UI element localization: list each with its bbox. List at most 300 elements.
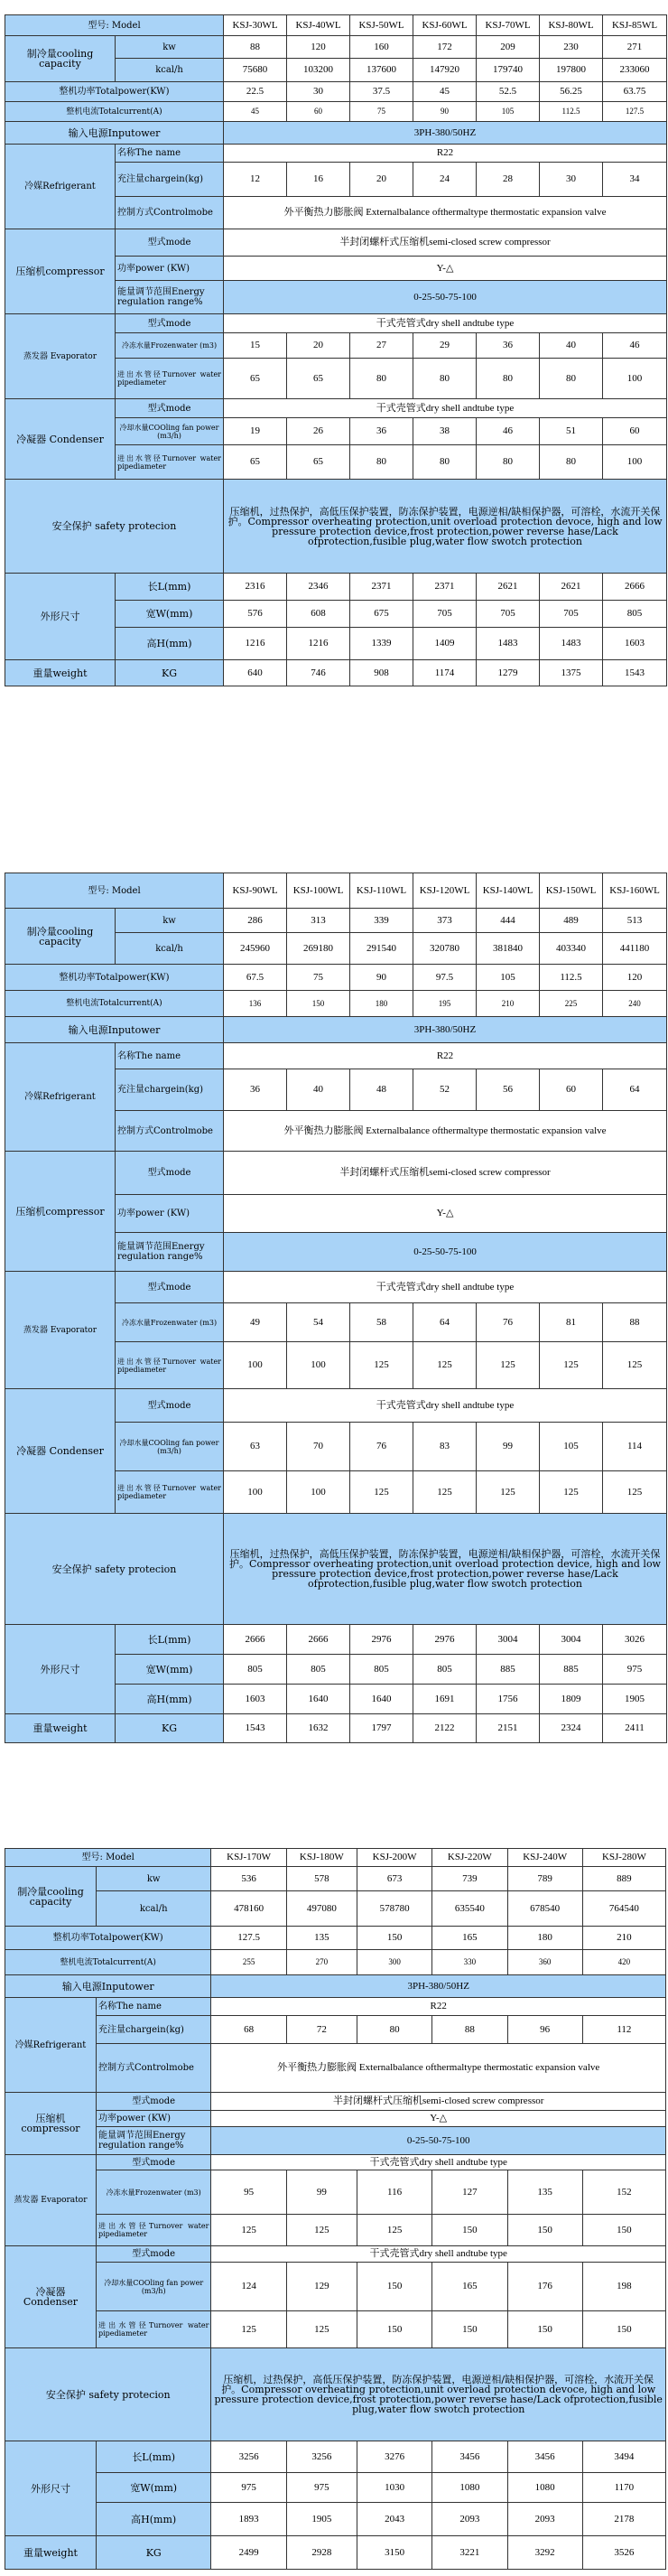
kw-value: 513: [603, 909, 667, 933]
weight-value: 908: [350, 660, 413, 686]
condenser-label: 冷凝器 Condenser: [5, 1389, 116, 1514]
total-current-label: 整机电流Totalcurrent(A): [5, 991, 224, 1017]
condenser-pipe-value: 125: [413, 1471, 477, 1514]
compressor-type-label: 型式mode: [116, 229, 224, 257]
length-label: 长L(mm): [116, 1625, 224, 1655]
width-label: 宽W(mm): [96, 2473, 210, 2503]
input-power-value: 3PH-380/50HZ: [211, 1975, 666, 1998]
safety-protection-text: 压缩机，过热保护，高低压保护装置，防冻保护装置，电源逆相/缺相保护器，可溶栓，水流开关保护。Compressor overheating protection,unit overload protection devoce, high and low pressure protection device,frost protection,power reverse hase/Lack ofprotection,fusible plug,water flow swotch protection: [224, 480, 667, 574]
compressor-power-value: Y-△: [224, 257, 667, 281]
condenser-pipe-label: 进出水管径Turnover water pipediameter: [96, 2311, 210, 2348]
cooling-water-value: 150: [357, 2263, 431, 2311]
evaporator-pipe-label: 进出水管径Turnover water pipediameter: [96, 2215, 210, 2246]
charge-value: 34: [603, 163, 667, 197]
safety-protection-label: 安全保护 safety protecion: [5, 1514, 224, 1625]
weight-value: 2499: [211, 2536, 286, 2570]
model-name: KSJ-50WL: [350, 15, 413, 36]
kw-value: 230: [540, 36, 603, 59]
evaporator-type-value: 干式壳管式dry shell andtube type: [211, 2155, 666, 2170]
cooling-water-value: 83: [413, 1423, 477, 1471]
condenser-pipe-value: 80: [413, 445, 477, 480]
cooling-capacity-label: 制冷量cooling capacity: [5, 36, 116, 82]
input-power-label: 输入电源Inputower: [5, 122, 224, 145]
kcal-value: 764540: [582, 1891, 665, 1927]
cooling-water-value: 99: [477, 1423, 540, 1471]
width-value: 1080: [507, 2473, 582, 2503]
kw-value: 286: [224, 909, 287, 933]
weight-value: 640: [224, 660, 287, 686]
total-current-value: 90: [413, 102, 477, 122]
evaporator-pipe-value: 80: [540, 359, 603, 399]
height-value: 1409: [413, 628, 477, 660]
weight-value: 1174: [413, 660, 477, 686]
total-current-value: 112.5: [540, 102, 603, 122]
cooling-water-value: 36: [350, 418, 413, 445]
model-name: KSJ-280W: [582, 1849, 665, 1867]
condenser-pipe-value: 125: [540, 1471, 603, 1514]
evaporator-type-label: 型式mode: [96, 2155, 210, 2170]
length-value: 3256: [211, 2441, 286, 2473]
control-mode-value: 外平衡热力膨胀阀 Externalbalance ofthermaltype thermostatic expansion valve: [224, 1111, 667, 1152]
charge-value: 80: [357, 2016, 431, 2044]
condenser-label: 冷凝器 Condenser: [5, 2246, 97, 2348]
total-power-value: 150: [357, 1927, 431, 1950]
height-label: 高H(mm): [116, 628, 224, 660]
width-value: 885: [477, 1655, 540, 1685]
kcal-value: 269180: [287, 933, 350, 965]
height-value: 1893: [211, 2503, 286, 2536]
frozen-water-value: 88: [603, 1303, 667, 1342]
condenser-pipe-value: 150: [582, 2311, 665, 2348]
charge-value: 60: [540, 1069, 603, 1111]
weight-value: 1632: [287, 1714, 350, 1743]
model-name: KSJ-220W: [432, 1849, 507, 1867]
evaporator-pipe-value: 125: [286, 2215, 357, 2246]
kcal-value: 497080: [286, 1891, 357, 1927]
weight-value: 3526: [582, 2536, 665, 2570]
kcal-value: 291540: [350, 933, 413, 965]
condenser-type-value: 干式壳管式dry shell andtube type: [211, 2246, 666, 2263]
length-value: 2621: [477, 574, 540, 601]
compressor-power-label: 功率power (KW): [116, 1195, 224, 1233]
charge-value: 88: [432, 2016, 507, 2044]
control-mode-label: 控制方式Controlmobe: [116, 197, 224, 229]
energy-regulation-label: 能量调节范围Energy regulation range%: [96, 2127, 210, 2155]
frozen-water-value: 152: [582, 2170, 665, 2215]
kcal-value: 197800: [540, 59, 603, 82]
safety-protection-label: 安全保护 safety protecion: [5, 480, 224, 574]
energy-regulation-value: 0-25-50-75-100: [224, 1233, 667, 1272]
frozen-water-value: 127: [432, 2170, 507, 2215]
total-power-value: 63.75: [603, 82, 667, 102]
frozen-water-value: 64: [413, 1303, 477, 1342]
charge-value: 72: [286, 2016, 357, 2044]
condenser-pipe-value: 125: [211, 2311, 286, 2348]
kw-value: 789: [507, 1867, 582, 1891]
compressor-label: 压缩机compressor: [5, 1152, 116, 1272]
charge-value: 20: [350, 163, 413, 197]
weight-label: 重量weight: [5, 1714, 116, 1743]
width-value: 705: [413, 601, 477, 628]
condenser-pipe-value: 125: [477, 1471, 540, 1514]
height-label: 高H(mm): [96, 2503, 210, 2536]
total-power-value: 135: [286, 1927, 357, 1950]
condenser-pipe-value: 100: [224, 1471, 287, 1514]
weight-value: 746: [287, 660, 350, 686]
safety-protection-text: 压缩机，过热保护，高低压保护装置，防冻保护装置，电源逆相/缺相保护器，可溶栓，水流开关保护。Compressor overheating protection,unit overload protection devoce, high and low pressure protection device,frost protection,power reverse hase/Lack ofprotection,fusible plug,water flow swotch protection: [211, 2348, 666, 2441]
model-label: 型号: Model: [5, 873, 224, 909]
evaporator-pipe-value: 125: [211, 2215, 286, 2246]
refrigerant-name-value: R22: [224, 1043, 667, 1069]
refrigerant-label: 冷媒Refrigerant: [5, 145, 116, 229]
weight-value: 3221: [432, 2536, 507, 2570]
frozen-water-value: 135: [507, 2170, 582, 2215]
frozen-water-value: 99: [286, 2170, 357, 2215]
frozen-water-label: 冷冻水量Frozenwater (m3): [116, 1303, 224, 1342]
compressor-type-value: 半封闭螺杆式压缩机semi-closed screw compressor: [211, 2093, 666, 2111]
weight-value: 1375: [540, 660, 603, 686]
total-power-label: 整机功率Totalpower(KW): [5, 82, 224, 102]
width-value: 1080: [432, 2473, 507, 2503]
total-current-label: 整机电流Totalcurrent(A): [5, 102, 224, 122]
evaporator-type-value: 干式壳管式dry shell andtube type: [224, 314, 667, 333]
weight-value: 2122: [413, 1714, 477, 1743]
evaporator-type-label: 型式mode: [116, 314, 224, 333]
cooling-water-value: 51: [540, 418, 603, 445]
spec-table: [5, 873, 667, 1743]
condenser-type-label: 型式mode: [96, 2246, 210, 2263]
total-current-value: 360: [507, 1950, 582, 1975]
charge-value: 96: [507, 2016, 582, 2044]
weight-value: 1797: [350, 1714, 413, 1743]
evaporator-type-label: 型式mode: [116, 1272, 224, 1303]
kw-unit-label: kw: [96, 1867, 210, 1891]
weight-unit-label: KG: [116, 1714, 224, 1743]
width-value: 805: [413, 1655, 477, 1685]
refrigerant-name-label: 名称The name: [116, 145, 224, 163]
total-current-value: 240: [603, 991, 667, 1017]
input-power-label: 输入电源Inputower: [5, 1975, 211, 1998]
frozen-water-value: 46: [603, 333, 667, 359]
cooling-water-value: 105: [540, 1423, 603, 1471]
height-value: 2093: [507, 2503, 582, 2536]
frozen-water-value: 54: [287, 1303, 350, 1342]
evaporator-pipe-value: 100: [287, 1342, 350, 1389]
height-value: 1339: [350, 628, 413, 660]
condenser-pipe-label: 进出水管径Turnover water pipediameter: [116, 445, 224, 480]
length-value: 3256: [286, 2441, 357, 2473]
evaporator-pipe-label: 进出水管径Turnover water pipediameter: [116, 359, 224, 399]
frozen-water-value: 95: [211, 2170, 286, 2215]
height-value: 1603: [603, 628, 667, 660]
width-value: 805: [224, 1655, 287, 1685]
height-value: 1905: [603, 1685, 667, 1714]
spec-table: [5, 14, 667, 686]
model-name: KSJ-240W: [507, 1849, 582, 1867]
width-value: 705: [477, 601, 540, 628]
refrigerant-label: 冷媒Refrigerant: [5, 1998, 97, 2093]
dimensions-label: 外形尺寸: [5, 1625, 116, 1714]
charge-value: 30: [540, 163, 603, 197]
height-value: 2093: [432, 2503, 507, 2536]
cooling-water-value: 63: [224, 1423, 287, 1471]
total-current-value: 225: [540, 991, 603, 1017]
kcal-value: 103200: [287, 59, 350, 82]
height-value: 1640: [287, 1685, 350, 1714]
model-name: KSJ-90WL: [224, 873, 287, 909]
kcal-value: 441180: [603, 933, 667, 965]
refrigerant-label: 冷媒Refrigerant: [5, 1043, 116, 1152]
width-value: 1170: [582, 2473, 665, 2503]
total-current-value: 300: [357, 1950, 431, 1975]
cooling-water-value: 176: [507, 2263, 582, 2311]
safety-protection-text: 压缩机，过热保护，高低压保护装置，防冻保护装置，电源逆相/缺相保护器，可溶栓，水流开关保护。Compressor overheating protection,unit overload protection device, high and low pressure protection device,frost protection,power reverse hase/Lack ofprotection,fusible plug,water flow swotch protection: [224, 1514, 667, 1625]
height-value: 1483: [540, 628, 603, 660]
total-power-value: 37.5: [350, 82, 413, 102]
height-value: 2043: [357, 2503, 431, 2536]
height-value: 1905: [286, 2503, 357, 2536]
frozen-water-value: 15: [224, 333, 287, 359]
condenser-pipe-value: 150: [432, 2311, 507, 2348]
kw-value: 444: [477, 909, 540, 933]
compressor-type-label: 型式mode: [96, 2093, 210, 2111]
length-value: 2371: [413, 574, 477, 601]
cooling-water-value: 38: [413, 418, 477, 445]
height-value: 1809: [540, 1685, 603, 1714]
kw-value: 271: [603, 36, 667, 59]
height-value: 1216: [287, 628, 350, 660]
length-label: 长L(mm): [96, 2441, 210, 2473]
total-power-value: 120: [603, 965, 667, 991]
input-power-value: 3PH-380/50HZ: [224, 1017, 667, 1043]
width-value: 705: [540, 601, 603, 628]
condenser-pipe-value: 65: [224, 445, 287, 480]
width-value: 675: [350, 601, 413, 628]
frozen-water-value: 49: [224, 1303, 287, 1342]
kcal-value: 245960: [224, 933, 287, 965]
cooling-water-value: 198: [582, 2263, 665, 2311]
kcal-value: 381840: [477, 933, 540, 965]
width-value: 805: [287, 1655, 350, 1685]
charge-value: 52: [413, 1069, 477, 1111]
width-value: 608: [287, 601, 350, 628]
kcal-value: 478160: [211, 1891, 286, 1927]
kcal-unit-label: kcal/h: [116, 59, 224, 82]
total-power-value: 112.5: [540, 965, 603, 991]
evaporator-pipe-value: 80: [413, 359, 477, 399]
kcal-value: 320780: [413, 933, 477, 965]
length-value: 2666: [287, 1625, 350, 1655]
weight-value: 2151: [477, 1714, 540, 1743]
total-current-value: 330: [432, 1950, 507, 1975]
height-value: 1216: [224, 628, 287, 660]
charge-value: 112: [582, 2016, 665, 2044]
frozen-water-value: 116: [357, 2170, 431, 2215]
charge-label: 充注量chargein(kg): [96, 2016, 210, 2044]
kcal-value: 75680: [224, 59, 287, 82]
safety-protection-label: 安全保护 safety protecion: [5, 2348, 211, 2441]
total-power-value: 127.5: [211, 1927, 286, 1950]
total-power-value: 67.5: [224, 965, 287, 991]
length-value: 2371: [350, 574, 413, 601]
input-power-label: 输入电源Inputower: [5, 1017, 224, 1043]
cooling-water-value: 124: [211, 2263, 286, 2311]
weight-value: 3292: [507, 2536, 582, 2570]
charge-value: 40: [287, 1069, 350, 1111]
condenser-pipe-value: 150: [507, 2311, 582, 2348]
model-name: KSJ-80WL: [540, 15, 603, 36]
condenser-pipe-value: 80: [477, 445, 540, 480]
control-mode-value: 外平衡热力膨胀阀 Externalbalance ofthermaltype thermostatic expansion valve: [211, 2044, 666, 2093]
evaporator-pipe-value: 125: [540, 1342, 603, 1389]
total-power-value: 210: [582, 1927, 665, 1950]
kw-value: 373: [413, 909, 477, 933]
frozen-water-value: 58: [350, 1303, 413, 1342]
evaporator-pipe-label: 进出水管径Turnover water pipediameter: [116, 1342, 224, 1389]
total-power-value: 97.5: [413, 965, 477, 991]
kcal-unit-label: kcal/h: [116, 933, 224, 965]
evaporator-pipe-value: 80: [477, 359, 540, 399]
total-power-value: 22.5: [224, 82, 287, 102]
width-value: 1030: [357, 2473, 431, 2503]
kcal-value: 179740: [477, 59, 540, 82]
total-power-value: 56.25: [540, 82, 603, 102]
kw-unit-label: kw: [116, 36, 224, 59]
width-value: 805: [350, 1655, 413, 1685]
total-current-value: 270: [286, 1950, 357, 1975]
condenser-pipe-label: 进出水管径Turnover water pipediameter: [116, 1471, 224, 1514]
total-power-value: 165: [432, 1927, 507, 1950]
total-power-label: 整机功率Totalpower(KW): [5, 1927, 211, 1950]
evaporator-label: 蒸发器 Evaporator: [5, 2155, 97, 2246]
compressor-power-label: 功率power (KW): [96, 2111, 210, 2127]
total-power-value: 75: [287, 965, 350, 991]
cooling-water-value: 60: [603, 418, 667, 445]
evaporator-pipe-value: 125: [357, 2215, 431, 2246]
evaporator-pipe-value: 65: [224, 359, 287, 399]
frozen-water-value: 81: [540, 1303, 603, 1342]
kcal-unit-label: kcal/h: [96, 1891, 210, 1927]
compressor-label: 压缩机compressor: [5, 2093, 97, 2155]
control-mode-label: 控制方式Controlmobe: [96, 2044, 210, 2093]
model-name: KSJ-150WL: [540, 873, 603, 909]
condenser-pipe-value: 100: [603, 445, 667, 480]
model-name: KSJ-110WL: [350, 873, 413, 909]
energy-regulation-value: 0-25-50-75-100: [211, 2127, 666, 2155]
height-value: 1640: [350, 1685, 413, 1714]
total-power-label: 整机功率Totalpower(KW): [5, 965, 224, 991]
width-value: 885: [540, 1655, 603, 1685]
model-name: KSJ-30WL: [224, 15, 287, 36]
condenser-type-label: 型式mode: [116, 1389, 224, 1423]
length-value: 3004: [477, 1625, 540, 1655]
kw-value: 160: [350, 36, 413, 59]
charge-value: 48: [350, 1069, 413, 1111]
kw-value: 313: [287, 909, 350, 933]
condenser-label: 冷凝器 Condenser: [5, 399, 116, 480]
condenser-pipe-value: 100: [287, 1471, 350, 1514]
kcal-value: 147920: [413, 59, 477, 82]
model-name: KSJ-60WL: [413, 15, 477, 36]
cooling-water-value: 26: [287, 418, 350, 445]
length-value: 2666: [603, 574, 667, 601]
model-label: 型号: Model: [5, 1849, 211, 1867]
length-value: 2976: [413, 1625, 477, 1655]
model-name: KSJ-40WL: [287, 15, 350, 36]
model-name: KSJ-120WL: [413, 873, 477, 909]
height-value: 1483: [477, 628, 540, 660]
kcal-value: 678540: [507, 1891, 582, 1927]
evaporator-label: 蒸发器 Evaporator: [5, 1272, 116, 1389]
kw-value: 739: [432, 1867, 507, 1891]
frozen-water-value: 76: [477, 1303, 540, 1342]
compressor-power-value: Y-△: [211, 2111, 666, 2127]
length-value: 3276: [357, 2441, 431, 2473]
kw-value: 209: [477, 36, 540, 59]
evaporator-pipe-value: 100: [603, 359, 667, 399]
cooling-water-label: 冷却水量COOling fan power (m3/h): [96, 2263, 210, 2311]
condenser-pipe-value: 125: [350, 1471, 413, 1514]
condenser-pipe-value: 80: [350, 445, 413, 480]
total-current-value: 150: [287, 991, 350, 1017]
charge-value: 36: [224, 1069, 287, 1111]
frozen-water-label: 冷冻水量Frozenwater (m3): [96, 2170, 210, 2215]
total-power-value: 105: [477, 965, 540, 991]
height-value: 1603: [224, 1685, 287, 1714]
model-name: KSJ-160WL: [603, 873, 667, 909]
length-value: 2316: [224, 574, 287, 601]
kw-value: 578: [286, 1867, 357, 1891]
cooling-water-value: 46: [477, 418, 540, 445]
kw-value: 536: [211, 1867, 286, 1891]
kw-value: 88: [224, 36, 287, 59]
total-power-value: 90: [350, 965, 413, 991]
cooling-water-label: 冷却水量COOling fan power (m3/h): [116, 418, 224, 445]
cooling-water-value: 129: [286, 2263, 357, 2311]
evaporator-pipe-value: 125: [477, 1342, 540, 1389]
model-name: KSJ-180W: [286, 1849, 357, 1867]
input-power-value: 3PH-380/50HZ: [224, 122, 667, 145]
total-current-value: 127.5: [603, 102, 667, 122]
weight-value: 2928: [286, 2536, 357, 2570]
width-value: 805: [603, 601, 667, 628]
weight-value: 1543: [603, 660, 667, 686]
length-value: 2621: [540, 574, 603, 601]
height-value: 2178: [582, 2503, 665, 2536]
model-label: 型号: Model: [5, 15, 224, 36]
height-label: 高H(mm): [116, 1685, 224, 1714]
condenser-type-label: 型式mode: [116, 399, 224, 418]
length-value: 2346: [287, 574, 350, 601]
kw-value: 339: [350, 909, 413, 933]
charge-value: 64: [603, 1069, 667, 1111]
spec-table: [5, 1848, 666, 2570]
model-name: KSJ-170W: [211, 1849, 286, 1867]
kw-value: 489: [540, 909, 603, 933]
width-value: 975: [286, 2473, 357, 2503]
evaporator-pipe-value: 100: [224, 1342, 287, 1389]
height-value: 1691: [413, 1685, 477, 1714]
weight-label: 重量weight: [5, 2536, 97, 2570]
refrigerant-name-label: 名称The name: [96, 1998, 210, 2016]
evaporator-pipe-value: 125: [603, 1342, 667, 1389]
refrigerant-name-value: R22: [224, 145, 667, 163]
weight-unit-label: KG: [116, 660, 224, 686]
charge-value: 24: [413, 163, 477, 197]
cooling-capacity-label: 制冷量cooling capacity: [5, 909, 116, 965]
weight-value: 2324: [540, 1714, 603, 1743]
energy-regulation-label: 能量调节范围Energy regulation range%: [116, 281, 224, 314]
